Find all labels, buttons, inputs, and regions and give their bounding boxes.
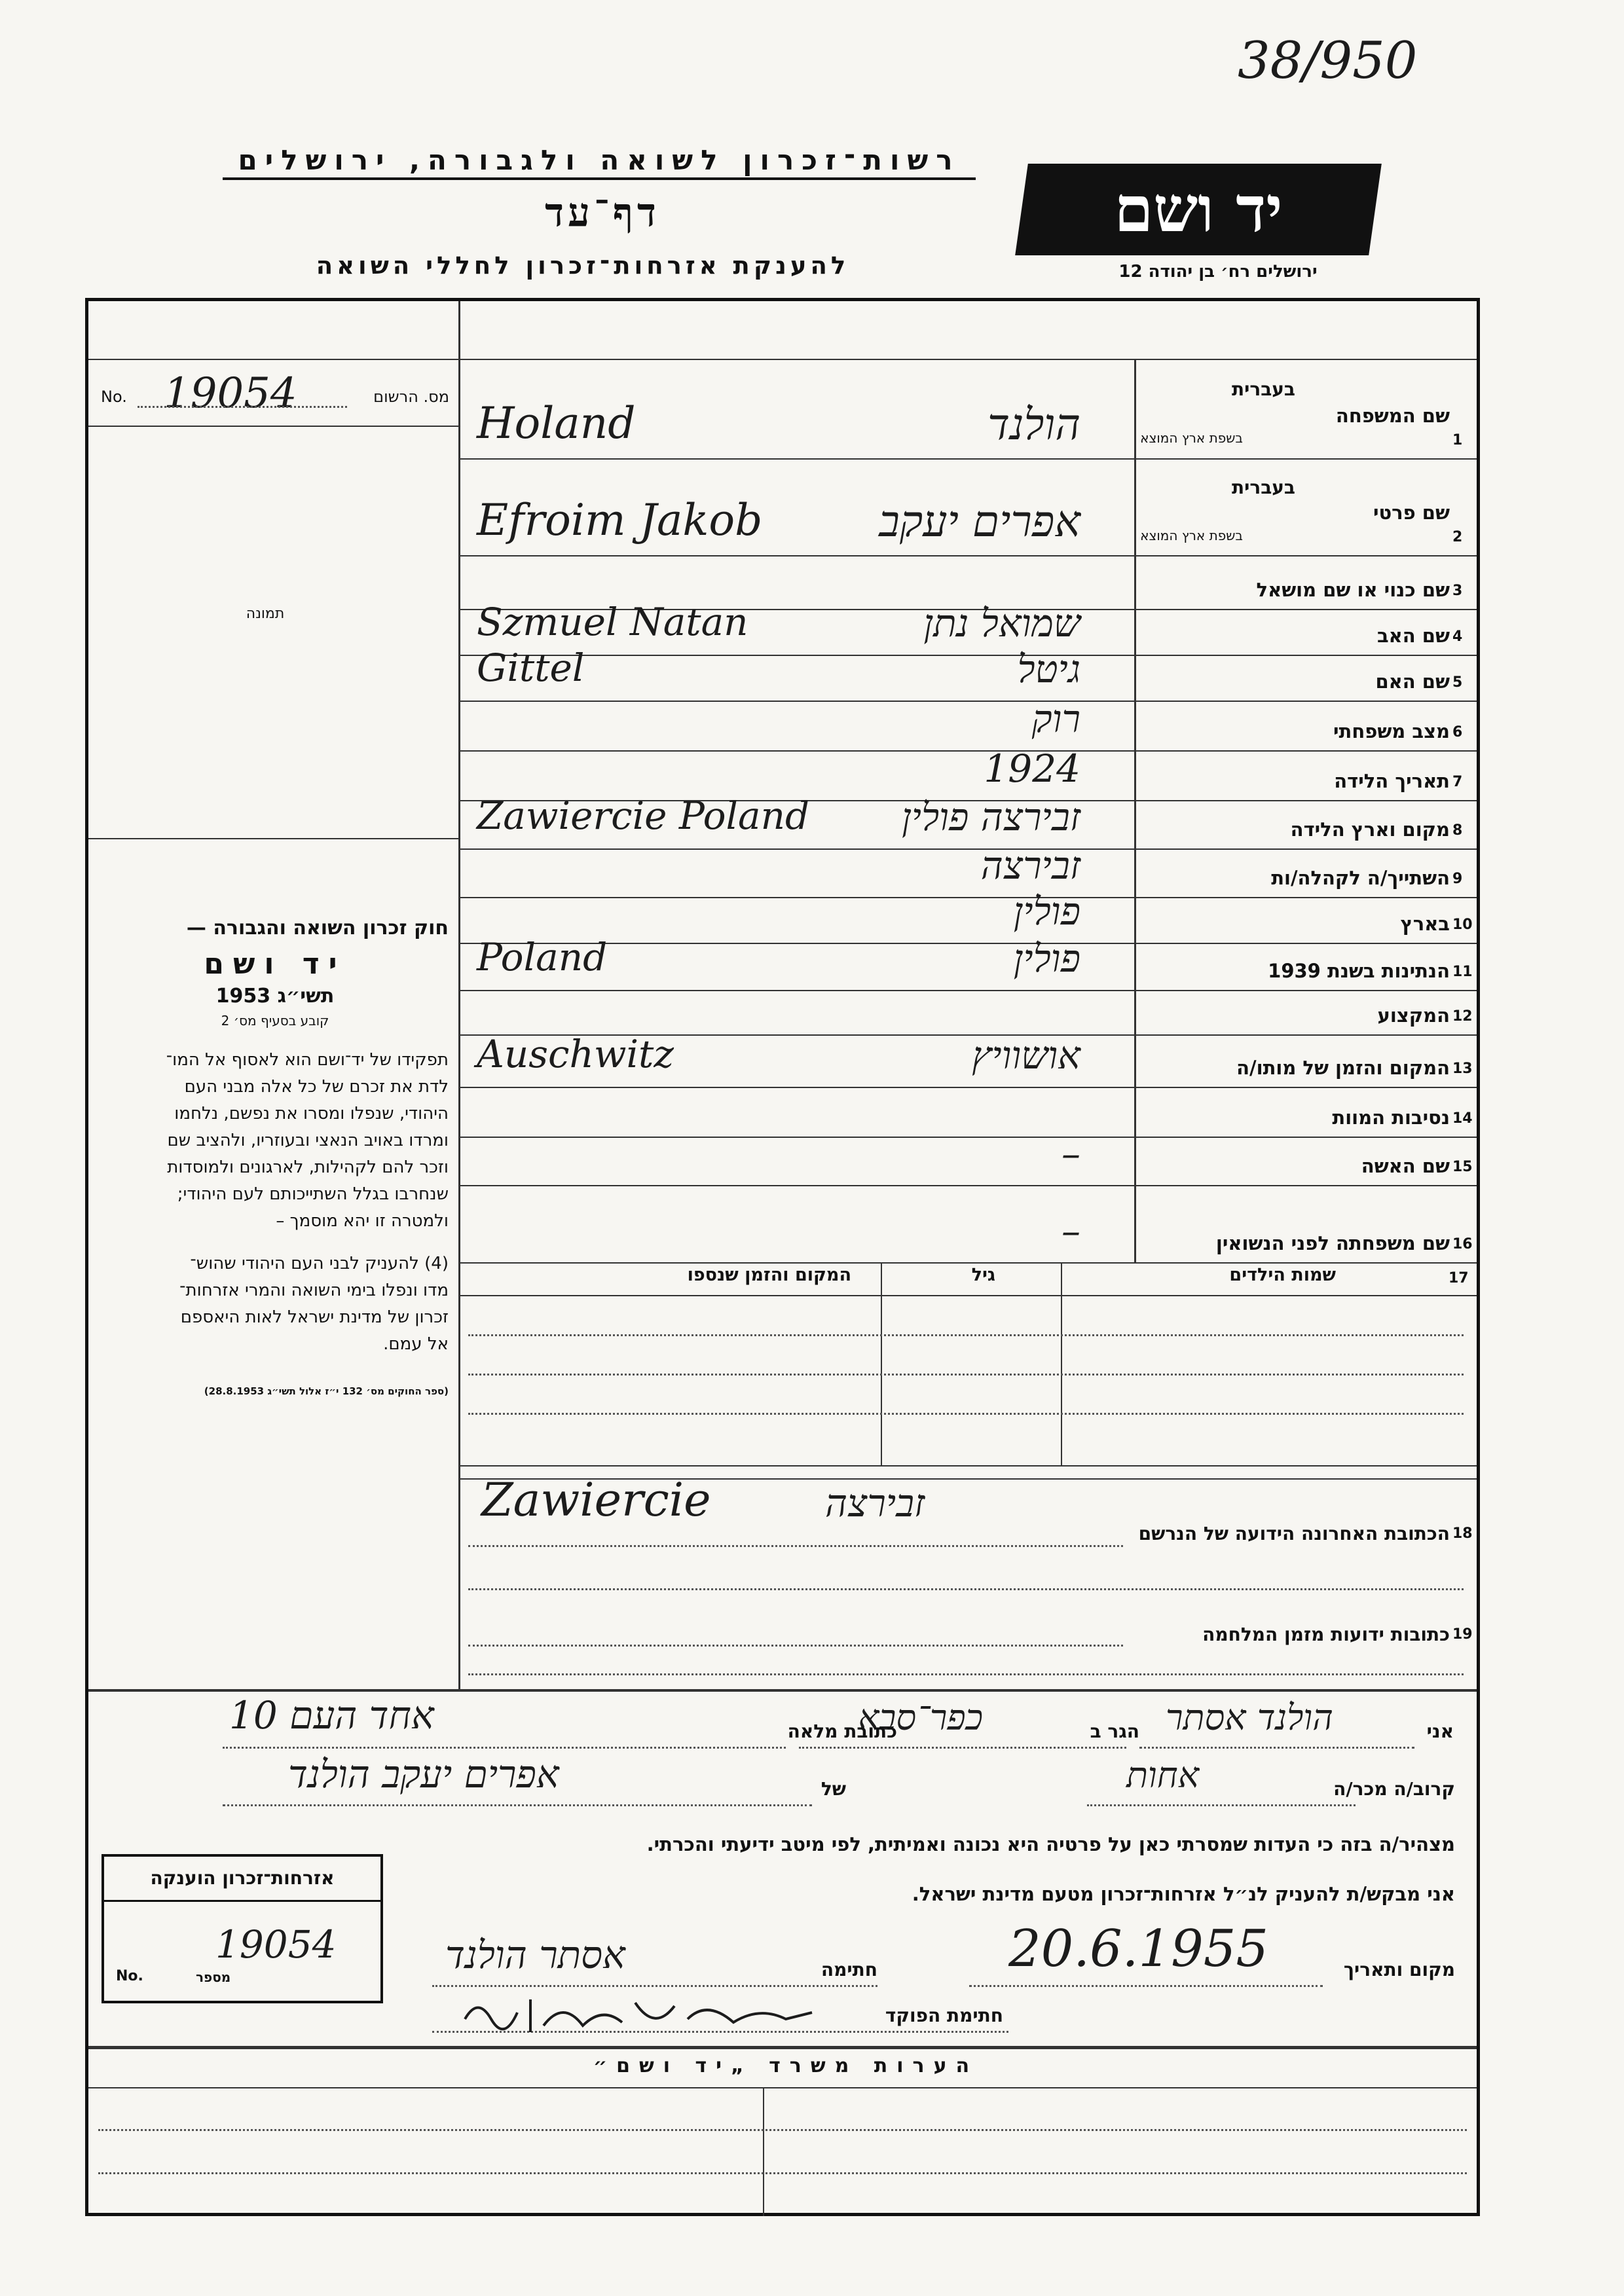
field-value-hebrew-16: – bbox=[1061, 1209, 1080, 1253]
law-line: (4) להעניק לבני העם היהודי שהוש־ bbox=[190, 1254, 449, 1273]
field-label-1: שם המשפחה bbox=[1335, 405, 1450, 427]
relation-label: קרוב/ה מכר/ה bbox=[1333, 1778, 1455, 1800]
field-value-hebrew-15: – bbox=[1061, 1131, 1080, 1176]
field-label-3: שם כנוי או שם מושאל bbox=[1256, 579, 1450, 601]
signature-label: חתימה bbox=[821, 1959, 877, 1980]
hebrew-label-1: בעברית bbox=[1231, 378, 1295, 400]
citizenship-granted-box bbox=[101, 1854, 383, 2003]
children-place-time-header: המקום והזמן שנספו bbox=[687, 1265, 851, 1285]
field-value-latin-8: Zawiercie Poland bbox=[477, 793, 810, 838]
law-line: אל עמם. bbox=[383, 1334, 449, 1354]
relation-value: אחות bbox=[1126, 1755, 1200, 1796]
field-value-hebrew-13: אושוויץ bbox=[972, 1033, 1080, 1078]
authority-name: רשות־זכרון לשואה ולגבורה, ירושלים bbox=[223, 144, 976, 180]
citizenship-box-title: אזרחות־זכרון הוענקה bbox=[104, 1857, 380, 1902]
declaration-statement-1: מצהיר/ה בזה כי העדות שמסרתי כאן על פרטיה היא נכונה ואמיתית, לפי מיטב ידיעתי והכרתי. bbox=[646, 1833, 1455, 1855]
field-number-1: 1 bbox=[1452, 432, 1463, 448]
field-label-11: הנתינות בשנת 1939 bbox=[1268, 960, 1450, 982]
field-value-hebrew-8: זבירצה פולין bbox=[902, 795, 1080, 839]
field-value-latin-1: Holand bbox=[477, 398, 636, 448]
field-label-16: שם משפחתה לפני הנשואין bbox=[1215, 1232, 1450, 1254]
field-label-5: שם האם bbox=[1375, 670, 1450, 693]
law-year: תשי״ג 1953 bbox=[215, 985, 335, 1008]
field-number-18: 18 bbox=[1452, 1525, 1473, 1542]
law-line: זכרון של מדינת ישראל לאות היאספם bbox=[180, 1307, 449, 1327]
field-value-hebrew-1: הולנד bbox=[987, 399, 1080, 450]
field-value-hebrew-7: 1924 bbox=[984, 746, 1080, 791]
law-line: מדו ונפלו בימי השואה והמרי אזרחות־ bbox=[179, 1281, 449, 1300]
native-label-2: בשפת ארץ המוצא bbox=[1140, 528, 1243, 543]
field-value-latin-2: Efroim Jakob bbox=[477, 495, 763, 545]
field-number-7: 7 bbox=[1452, 774, 1463, 790]
field-label-8: מקום וארץ הלידה bbox=[1290, 818, 1450, 841]
field-number-12: 12 bbox=[1452, 1008, 1473, 1025]
citizenship-label-he: מספר bbox=[196, 1969, 231, 1985]
last-address-latin: Zawiercie bbox=[481, 1473, 711, 1527]
field-value-latin-11: Poland bbox=[477, 935, 608, 979]
full-address-label: כתובת מלאה bbox=[787, 1721, 897, 1742]
resides-value: כפר־סבא bbox=[858, 1697, 984, 1738]
relation-of-value: אפרים יעקב הולנד bbox=[288, 1752, 559, 1796]
field-number-6: 6 bbox=[1452, 724, 1463, 740]
field-label-4: שם האב bbox=[1376, 625, 1450, 647]
field-value-latin-13: Auschwitz bbox=[477, 1032, 674, 1076]
field-value-hebrew-10: פולין bbox=[1013, 889, 1080, 934]
wartime-address-label: כתובות ידועות מזמן המלחמה bbox=[1202, 1624, 1450, 1645]
last-address-label: הכתובת האחרונה הידועה של הנרשם bbox=[1138, 1523, 1450, 1544]
field-value-hebrew-6: רוק bbox=[1031, 697, 1080, 741]
law-line: שנחרבו בגלל השתייכותם לעם היהודי; bbox=[177, 1184, 449, 1204]
field-label-9: השתייך/ה לקהלה/ות bbox=[1271, 867, 1450, 889]
field-number-15: 15 bbox=[1452, 1159, 1473, 1175]
law-paragraph-1 bbox=[101, 1047, 449, 1235]
place-date-value: 20.6.1955 bbox=[1008, 1920, 1268, 1978]
resides-label: הגר ב bbox=[1090, 1721, 1139, 1742]
hebrew-label-2: בעברית bbox=[1231, 477, 1295, 498]
remarks-title: הערות משרד „יד ושם״ bbox=[593, 2054, 979, 2077]
field-value-hebrew-9: זבירצה bbox=[980, 843, 1080, 888]
officer-signature-scribble bbox=[458, 1993, 825, 2039]
field-label-2: שם פרטי bbox=[1373, 501, 1450, 524]
law-line: היהודי, שנפלו ומסרו את נפשם, נלחמו bbox=[174, 1104, 449, 1123]
field-label-14: נסיבות המוות bbox=[1332, 1106, 1450, 1129]
registration-label-he: מס. הרשום bbox=[373, 388, 449, 406]
law-paragraph-2 bbox=[101, 1250, 449, 1358]
law-line: וזכר להם לקהילות, לארגונים ולמוסדות bbox=[167, 1157, 449, 1177]
registration-label-en: No. bbox=[101, 388, 127, 406]
field-label-13: המקום והזמן של מותו/ה bbox=[1236, 1057, 1450, 1079]
field-number-17: 17 bbox=[1449, 1270, 1469, 1286]
children-names-header: שמות הילדים bbox=[1229, 1265, 1336, 1285]
field-number-9: 9 bbox=[1452, 871, 1463, 887]
field-number-14: 14 bbox=[1452, 1110, 1473, 1127]
field-value-latin-4: Szmuel Natan bbox=[477, 600, 748, 644]
of-label: של bbox=[821, 1778, 846, 1800]
field-value-hebrew-4: שמואל נתן bbox=[923, 601, 1080, 646]
field-number-8: 8 bbox=[1452, 822, 1463, 839]
field-value-hebrew-11: פולין bbox=[1013, 936, 1080, 981]
law-name: יד ושם bbox=[204, 947, 346, 981]
native-label-1: בשפת ארץ המוצא bbox=[1140, 430, 1243, 446]
law-excerpt bbox=[101, 917, 449, 1397]
full-address-value: אחד העם 10 bbox=[229, 1693, 434, 1738]
declarant-label: אני bbox=[1426, 1721, 1454, 1742]
officer-signature-label: חתימת הפוקד bbox=[885, 2005, 1003, 2026]
law-line: ולמטרה זו יהא מוסמך – bbox=[276, 1211, 449, 1231]
field-label-10: בארץ bbox=[1400, 913, 1450, 935]
field-number-11: 11 bbox=[1452, 964, 1473, 980]
citizenship-number: 19054 bbox=[215, 1922, 337, 1967]
field-label-12: המקצוע bbox=[1377, 1004, 1450, 1027]
law-section: קובע בסעיף מס׳ 2 bbox=[221, 1013, 329, 1029]
law-line: לדת את זכרם של כל אלה מבני העם bbox=[184, 1077, 449, 1097]
declarant-name: הולנד אסתר bbox=[1166, 1697, 1333, 1738]
law-line: ומרדו באויב הנאצי ובעוזריו, ולהציב שם bbox=[167, 1131, 449, 1150]
form-subtitle: להענקת אזרחות־זכרון לחללי השואה bbox=[316, 251, 850, 280]
place-date-label: מקום ותאריך bbox=[1343, 1959, 1455, 1980]
field-number-3: 3 bbox=[1452, 583, 1463, 599]
signature-value: אסתר הולנד bbox=[445, 1933, 625, 1977]
logo-text: יד ושם bbox=[1114, 172, 1283, 246]
field-value-latin-5: Gittel bbox=[477, 646, 585, 690]
field-number-5: 5 bbox=[1452, 674, 1463, 691]
registration-number: 19054 bbox=[164, 369, 297, 418]
archive-number: 38/950 bbox=[1238, 31, 1418, 90]
logo-address: ירושלים רח׳ בן יהודה 12 bbox=[1118, 262, 1318, 282]
photo-label: תמונה bbox=[246, 606, 285, 622]
last-address-hebrew: זבירצה bbox=[825, 1481, 925, 1525]
registration-number-field bbox=[98, 369, 452, 419]
yad-vashem-logo bbox=[1015, 164, 1382, 255]
field-number-13: 13 bbox=[1452, 1061, 1473, 1077]
field-number-16: 16 bbox=[1452, 1236, 1473, 1252]
field-label-7: תאריך הלידה bbox=[1334, 770, 1450, 792]
field-value-hebrew-2: אפרים יעקב bbox=[879, 496, 1080, 547]
field-number-2: 2 bbox=[1452, 529, 1463, 545]
law-line: תפקידו של יד־ושם הוא לאסוף אל המו־ bbox=[166, 1050, 449, 1070]
field-number-4: 4 bbox=[1452, 629, 1463, 645]
field-number-10: 10 bbox=[1452, 917, 1473, 933]
field-label-6: מצב משפחתי bbox=[1333, 720, 1450, 742]
field-label-15: שם האשה bbox=[1361, 1155, 1450, 1177]
declaration-statement-2: אני מבקש/ת להעניק לנ״ל אזרחות־זכרון מטעם מדינת ישראל. bbox=[912, 1883, 1455, 1905]
field-value-hebrew-5: גיטל bbox=[1017, 647, 1080, 691]
form-title: דף־עד bbox=[545, 190, 660, 236]
children-age-header: גיל bbox=[971, 1265, 995, 1285]
field-number-19: 19 bbox=[1452, 1626, 1473, 1643]
law-title: חוק זכרון השואה והגבורה — bbox=[186, 917, 449, 939]
citizenship-label-en: No. bbox=[116, 1968, 143, 1984]
law-citation: (ספר החוקים מס׳ 132 י״ז אלול תשי״ג 28.8.1953) bbox=[204, 1385, 449, 1397]
